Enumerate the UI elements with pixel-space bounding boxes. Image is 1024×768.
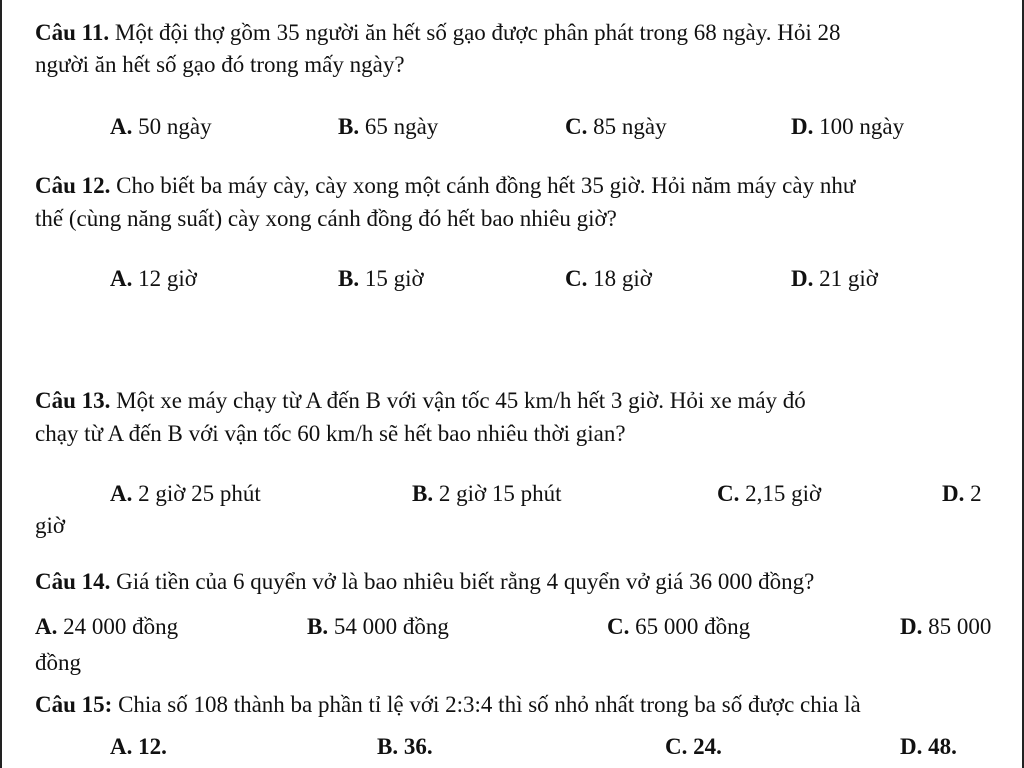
question-15-option-a — [110, 733, 167, 761]
question-15-option-d — [900, 733, 957, 761]
question-14-option-b — [307, 613, 449, 641]
question-12-option-a — [110, 265, 197, 293]
question-number: Câu 12. — [35, 173, 111, 198]
question-number: Câu 13. — [35, 388, 111, 413]
question-12-line-2: thế (cùng năng suất) cày xong cánh đồng đó hết bao nhiêu giờ? — [35, 206, 617, 231]
option-text: 54 000 đồng — [328, 614, 449, 639]
option-letter: D. — [942, 481, 965, 506]
option-letter: C. — [565, 114, 588, 139]
question-13-option-d-wrap: giờ — [35, 513, 66, 538]
question-number: Câu 15: — [35, 692, 113, 717]
question-14-option-c — [607, 613, 750, 641]
option-text: 50 ngày — [132, 114, 212, 139]
option-text: 100 ngày — [813, 114, 905, 139]
option-text: 2 giờ 25 phút — [132, 481, 261, 506]
option-letter: B. — [377, 734, 399, 759]
option-text: 85 000 — [922, 614, 992, 639]
question-text: Chia số 108 thành ba phần tỉ lệ với 2:3:4 thì số nhỏ nhất trong ba số được chia là — [112, 692, 861, 717]
question-13-option-b — [412, 480, 562, 508]
option-text: 85 ngày — [587, 114, 667, 139]
question-13-option-d — [942, 480, 982, 508]
question-13-line-1 — [35, 387, 806, 415]
option-letter: B. — [338, 114, 360, 139]
question-15-line-1 — [35, 691, 861, 719]
question-11-option-c — [565, 113, 667, 141]
question-15-option-c — [665, 733, 722, 761]
option-letter: B. — [412, 481, 434, 506]
option-letter: B. — [307, 614, 329, 639]
option-letter: D. — [900, 734, 923, 759]
question-11-line-2: người ăn hết số gạo đó trong mấy ngày? — [35, 52, 405, 77]
question-text: Giá tiền của 6 quyển vở là bao nhiêu biết rằng 4 quyển vở giá 36 000 đồng? — [110, 569, 815, 594]
option-text: 21 giờ — [813, 266, 878, 291]
question-12-option-c — [565, 265, 652, 293]
question-15-option-b — [377, 733, 433, 761]
option-text: 24. — [687, 734, 722, 759]
option-letter: A. — [110, 481, 133, 506]
option-text: 12. — [132, 734, 167, 759]
question-13-option-a — [110, 480, 261, 508]
option-letter: C. — [607, 614, 630, 639]
option-text: 18 giờ — [587, 266, 652, 291]
question-text: Cho biết ba máy cày, cày xong một cánh đồng hết 35 giờ. Hỏi năm máy cày như — [110, 173, 856, 198]
question-text: Một xe máy chạy từ A đến B với vận tốc 45 km/h hết 3 giờ. Hỏi xe máy đó — [110, 388, 806, 413]
option-letter: A. — [35, 614, 58, 639]
option-letter: C. — [565, 266, 588, 291]
option-text: 65 ngày — [359, 114, 439, 139]
option-text: 24 000 đồng — [57, 614, 179, 639]
question-14-line-1 — [35, 568, 814, 596]
question-13-line-2: chạy từ A đến B với vận tốc 60 km/h sẽ hết bao nhiêu thời gian? — [35, 421, 626, 446]
question-11-option-b — [338, 113, 438, 141]
option-letter: A. — [110, 734, 133, 759]
option-text: 2 — [964, 481, 982, 506]
question-12-option-b — [338, 265, 424, 293]
option-text: 48. — [922, 734, 957, 759]
question-14-option-d-wrap: đồng — [35, 650, 81, 675]
option-letter: C. — [665, 734, 688, 759]
question-text: Một đội thợ gồm 35 người ăn hết số gạo được phân phát trong 68 ngày. Hỏi 28 — [109, 20, 841, 45]
question-14-option-a — [35, 613, 178, 641]
question-12-option-d — [791, 265, 878, 293]
question-13-option-c — [717, 480, 821, 508]
question-11-option-d — [791, 113, 904, 141]
option-letter: A. — [110, 114, 133, 139]
option-letter: D. — [900, 614, 923, 639]
option-letter: B. — [338, 266, 360, 291]
question-14-option-d — [900, 613, 991, 641]
question-11-line-1 — [35, 19, 840, 47]
option-letter: C. — [717, 481, 740, 506]
question-number: Câu 14. — [35, 569, 111, 594]
option-letter: D. — [791, 266, 814, 291]
option-letter: A. — [110, 266, 133, 291]
option-text: 15 giờ — [359, 266, 424, 291]
option-letter: D. — [791, 114, 814, 139]
option-text: 2,15 giờ — [739, 481, 822, 506]
option-text: 36. — [398, 734, 433, 759]
option-text: 2 giờ 15 phút — [433, 481, 562, 506]
question-11-option-a — [110, 113, 212, 141]
option-text: 65 000 đồng — [629, 614, 751, 639]
option-text: 12 giờ — [132, 266, 197, 291]
question-number: Câu 11. — [35, 20, 110, 45]
question-12-line-1 — [35, 172, 855, 200]
